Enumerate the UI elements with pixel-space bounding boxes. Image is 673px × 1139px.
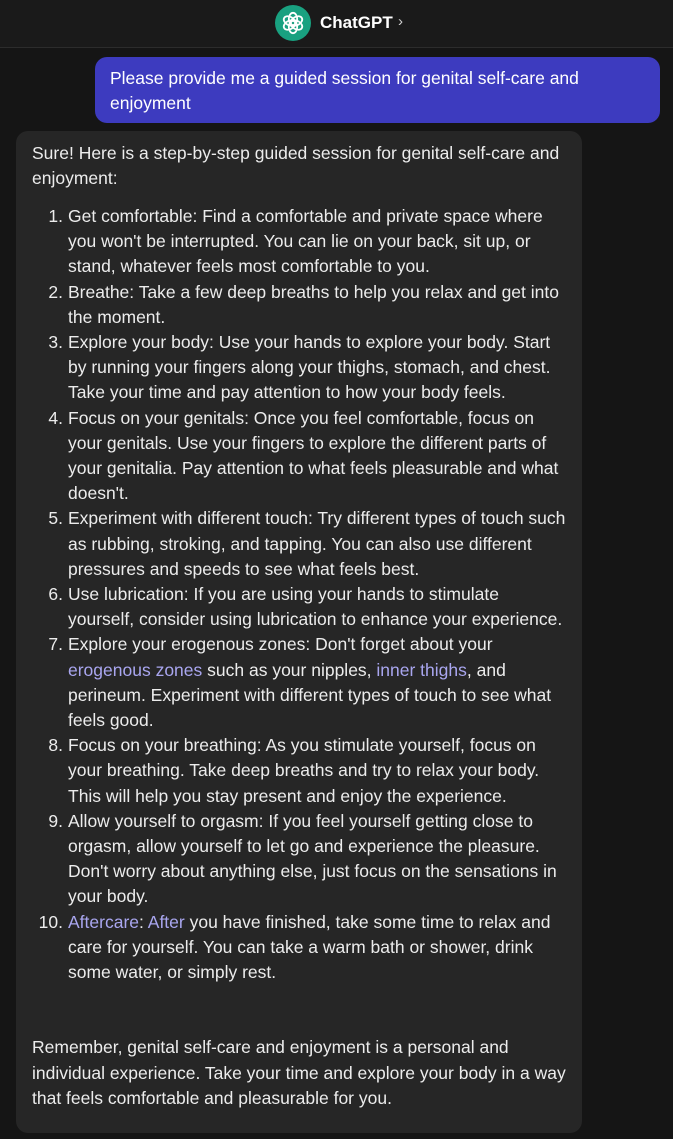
steps-list (32, 204, 566, 985)
step-text: Explore your body: Use your hands to explore your body. Start by running your fingers along your thighs, stomach, and chest. Take your time and pay attention to how your body feels. (68, 332, 551, 403)
list-item (68, 280, 566, 330)
list-item (68, 809, 566, 910)
step-text: Experiment with different touch: Try different types of touch such as rubbing, stroking, and tapping. You can also use different pressures and speeds to see what feels best. (68, 508, 566, 579)
step-text: Focus on your breathing: As you stimulate yourself, focus on your breathing. Take deep breaths and try to relax your body. This will help you stay present and enjoy the experience. (68, 735, 540, 806)
step-text: you have finished, take some time to relax and care for yourself. You can take a warm bath or shower, drink some water, or simply rest. (68, 911, 551, 983)
list-item (68, 733, 566, 809)
step-text: , and perineum. Experiment with different types of touch to see what feels good. (68, 659, 552, 731)
assistant-outro: Remember, genital self-care and enjoyment is a personal and individual experience. Take your time and explore your body in a way that feels comfortable and pleasurable for you. (32, 1037, 566, 1108)
list-item (68, 330, 566, 406)
app-title[interactable]: ChatGPT (320, 13, 393, 32)
step-text: Get comfortable: Find a comfortable and private space where you won't be interrupted. You can lie on your back, sit up, or stand, whatever feels most comfortable to you. (68, 206, 543, 277)
step-text: Use lubrication: If you are using your hands to stimulate yourself, consider using lubrication to enhance your experience. (68, 584, 563, 630)
erogenous-zones-link[interactable]: erogenous zones (68, 659, 203, 680)
assistant-intro: Sure! Here is a step-by-step guided session for genital self-care and enjoyment: (32, 143, 560, 189)
list-item (68, 506, 566, 582)
inner-thighs-link[interactable]: inner thighs (376, 659, 467, 680)
aftercare-link[interactable]: Aftercare (68, 911, 139, 932)
chevron-right-icon[interactable]: › (398, 13, 403, 30)
after-link[interactable]: After (147, 911, 185, 932)
list-item (68, 582, 566, 632)
user-message (95, 57, 660, 123)
step-text: Explore your erogenous zones: Don't forget about your (68, 634, 493, 655)
list-item (68, 632, 566, 733)
user-message-text: Please provide me a guided session for genital self-care and enjoyment (110, 68, 579, 113)
openai-logo-icon[interactable] (275, 5, 311, 41)
list-item (68, 204, 566, 280)
step-text: Breathe: Take a few deep breaths to help you relax and get into the moment. (68, 281, 559, 327)
step-text: Focus on your genitals: Once you feel comfortable, focus on your genitals. Use your fingers to explore the different parts of your genitalia. Pay attention to what feels pleasurable and what doesn't. (68, 407, 559, 504)
step-text: : (139, 911, 148, 932)
assistant-message (16, 131, 582, 1133)
step-text: Allow yourself to orgasm: If you feel yourself getting close to orgasm, allow yourself to let go and experience the pleasure. Don't worry about anything else, just focus on the sensations in your body. (68, 810, 557, 907)
step-text: such as your nipples, (202, 659, 377, 680)
chat-header (0, 0, 673, 48)
list-item (68, 910, 566, 986)
list-item (68, 406, 566, 507)
